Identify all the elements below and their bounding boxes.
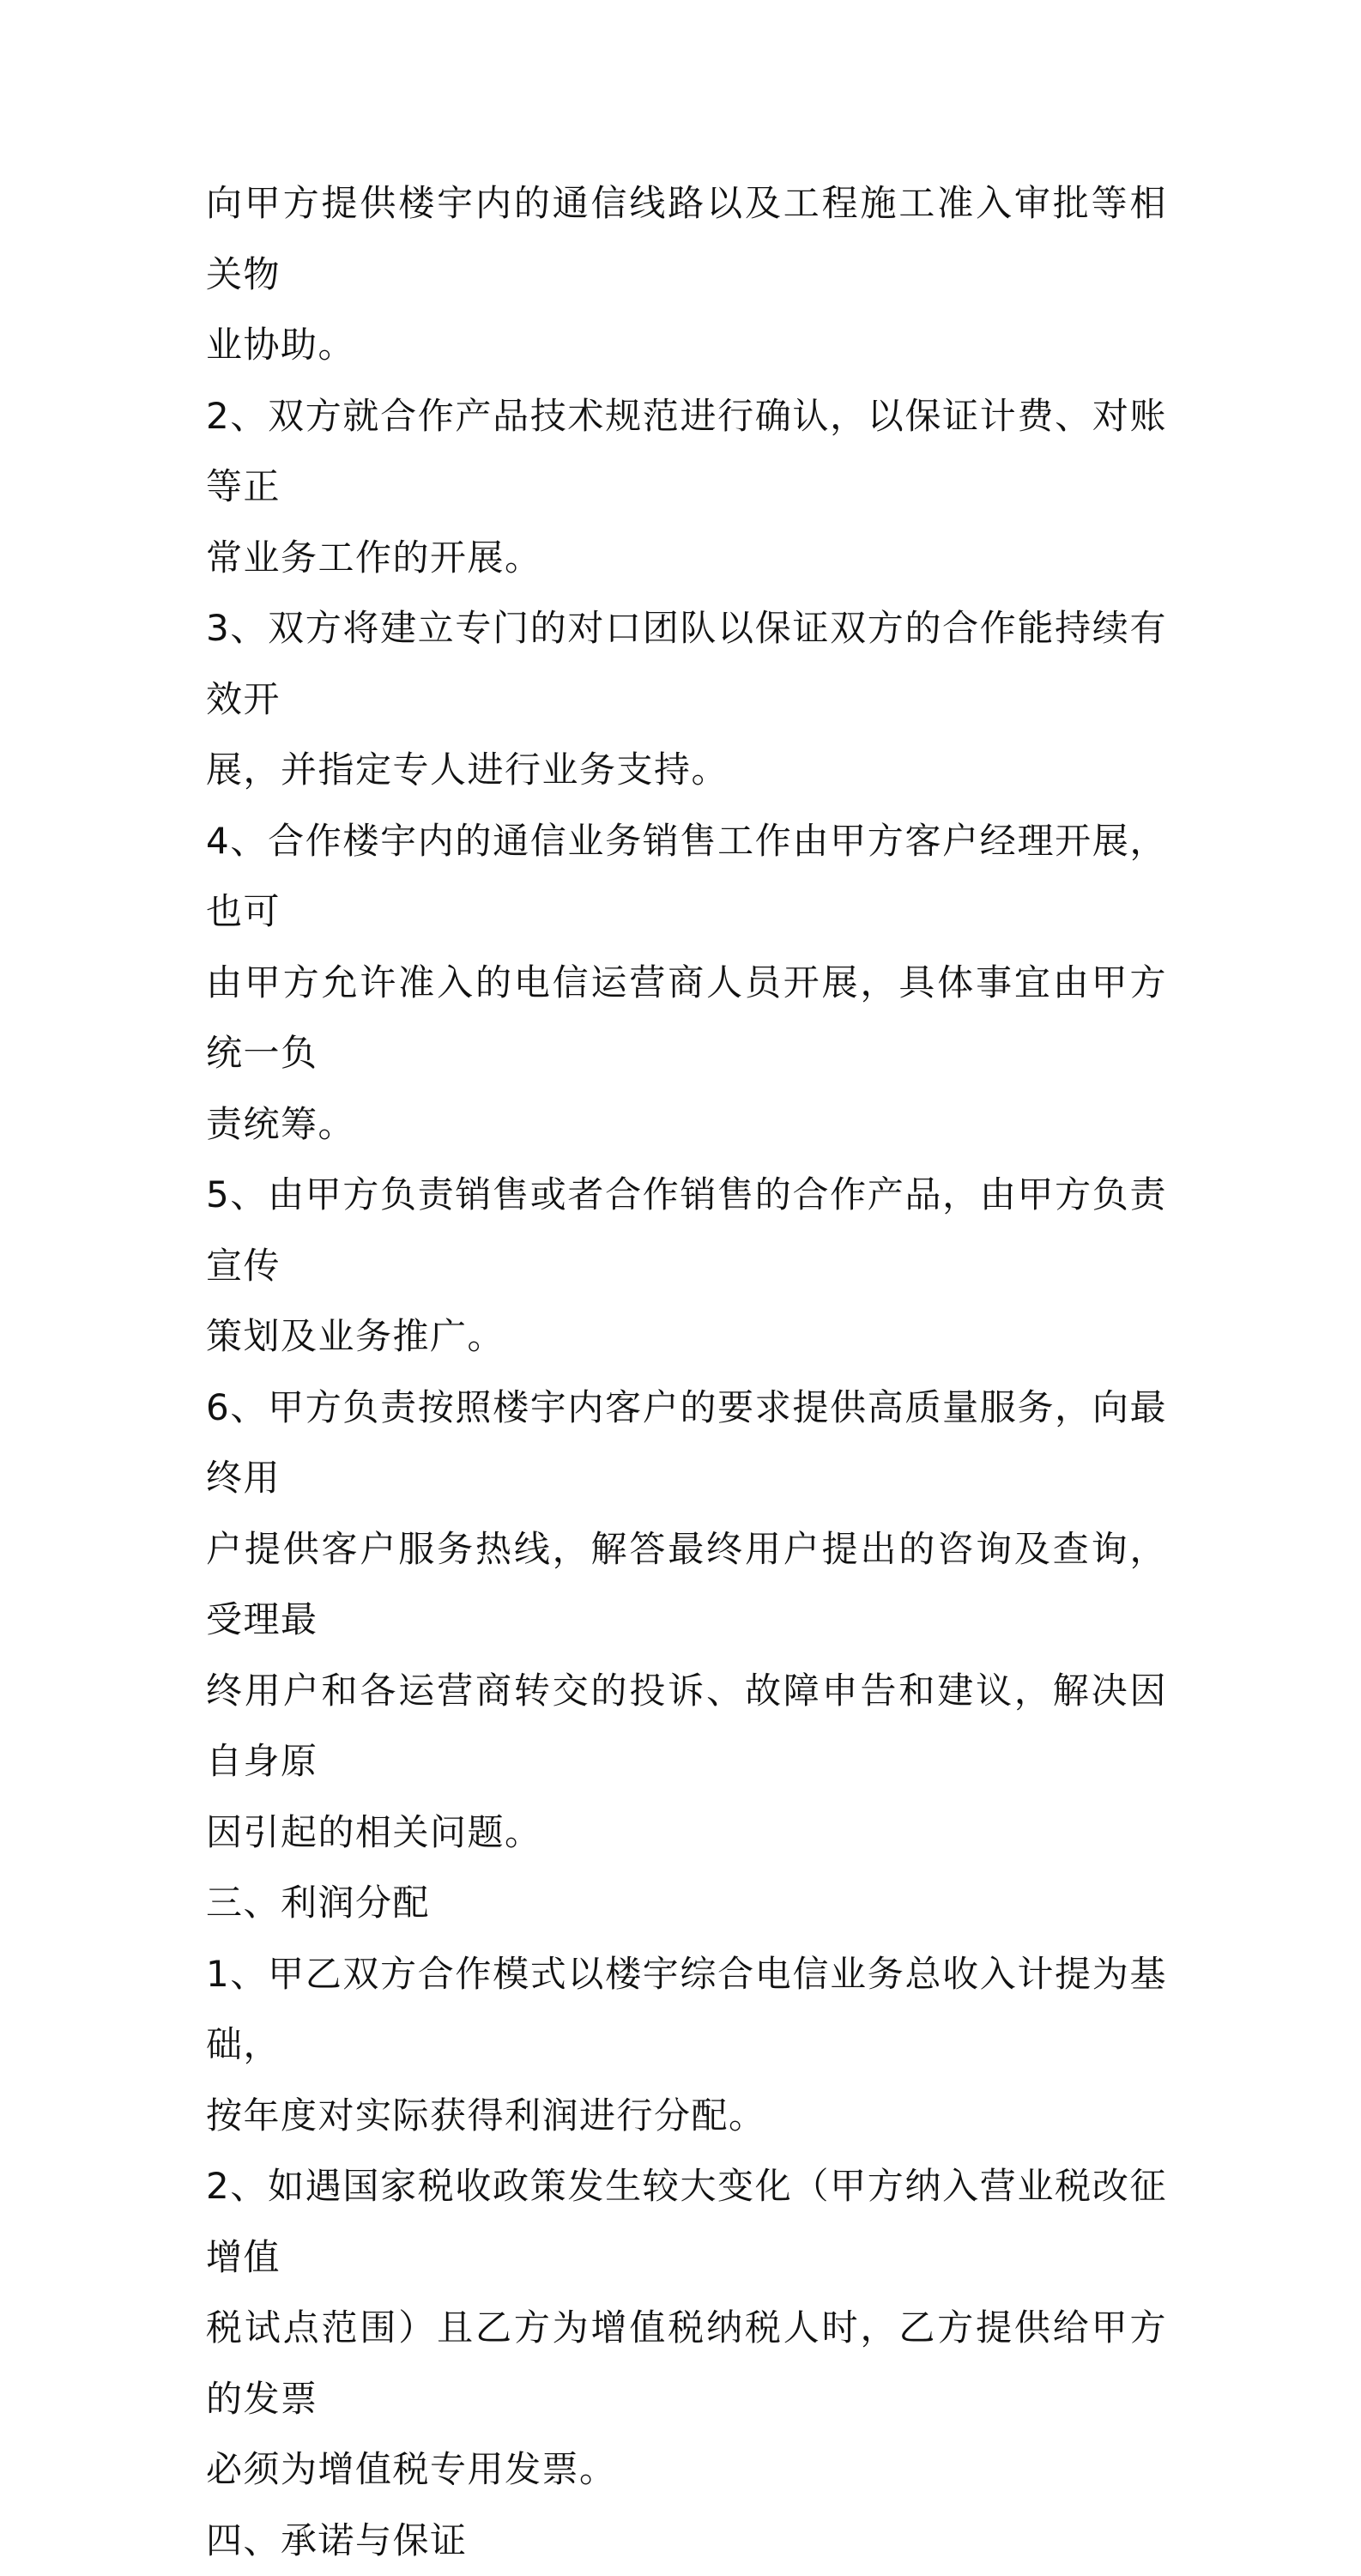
paragraph-line: 1、甲乙双方合作模式以楼宇综合电信业务总收入计提为基础，	[206, 1953, 1167, 2066]
document-body	[206, 168, 1167, 2576]
paragraph-line: 终用户和各运营商转交的投诉、故障申告和建议，解决因自身原	[206, 1670, 1167, 1783]
section-heading-profit-distribution	[206, 1868, 1167, 1939]
paragraph-property-assistance	[206, 168, 1167, 381]
section-heading-text: 三、利润分配	[206, 1882, 430, 1924]
paragraph-line: 2、双方就合作产品技术规范进行确认，以保证计费、对账等正	[206, 395, 1167, 508]
paragraph-line: 3、双方将建立专门的对口团队以保证双方的合作能持续有效开	[206, 607, 1167, 720]
paragraph-item-3-team	[206, 593, 1167, 806]
section-heading-text: 四、承诺与保证	[206, 2519, 468, 2561]
section-heading-commitments	[206, 2506, 1167, 2576]
paragraph-line: 业协助。	[206, 324, 355, 366]
paragraph-line: 责统筹。	[206, 1103, 355, 1145]
paragraph-line: 4、合作楼宇内的通信业务销售工作由甲方客户经理开展，也可	[206, 820, 1167, 933]
paragraph-line: 按年度对实际获得利润进行分配。	[206, 2094, 766, 2137]
paragraph-line: 展，并指定专人进行业务支持。	[206, 749, 729, 791]
paragraph-line: 向甲方提供楼宇内的通信线路以及工程施工准入审批等相关物	[206, 182, 1167, 295]
paragraph-item-2-tech-spec	[206, 381, 1167, 594]
paragraph-line: 6、甲方负责按照楼宇内客户的要求提供高质量服务，向最终用	[206, 1386, 1167, 1500]
paragraph-line: 户提供客户服务热线，解答最终用户提出的咨询及查询，受理最	[206, 1528, 1167, 1641]
paragraph-profit-item-2	[206, 2151, 1167, 2506]
paragraph-item-5-promotion	[206, 1160, 1167, 1373]
paragraph-item-6-service	[206, 1373, 1167, 1869]
paragraph-line: 5、由甲方负责销售或者合作销售的合作产品，由甲方负责宣传	[206, 1173, 1167, 1287]
paragraph-line: 必须为增值税专用发票。	[206, 2448, 617, 2490]
paragraph-line: 由甲方允许准入的电信运营商人员开展，具体事宜由甲方统一负	[206, 961, 1167, 1075]
paragraph-line: 常业务工作的开展。	[206, 536, 542, 579]
paragraph-item-4-sales	[206, 806, 1167, 1161]
paragraph-profit-item-1	[206, 1939, 1167, 2152]
paragraph-line: 因引起的相关问题。	[206, 1811, 542, 1853]
paragraph-line: 策划及业务推广。	[206, 1315, 505, 1357]
paragraph-line: 税试点范围）且乙方为增值税纳税人时，乙方提供给甲方的发票	[206, 2306, 1167, 2420]
paragraph-line: 2、如遇国家税收政策发生较大变化（甲方纳入营业税改征增值	[206, 2165, 1167, 2278]
